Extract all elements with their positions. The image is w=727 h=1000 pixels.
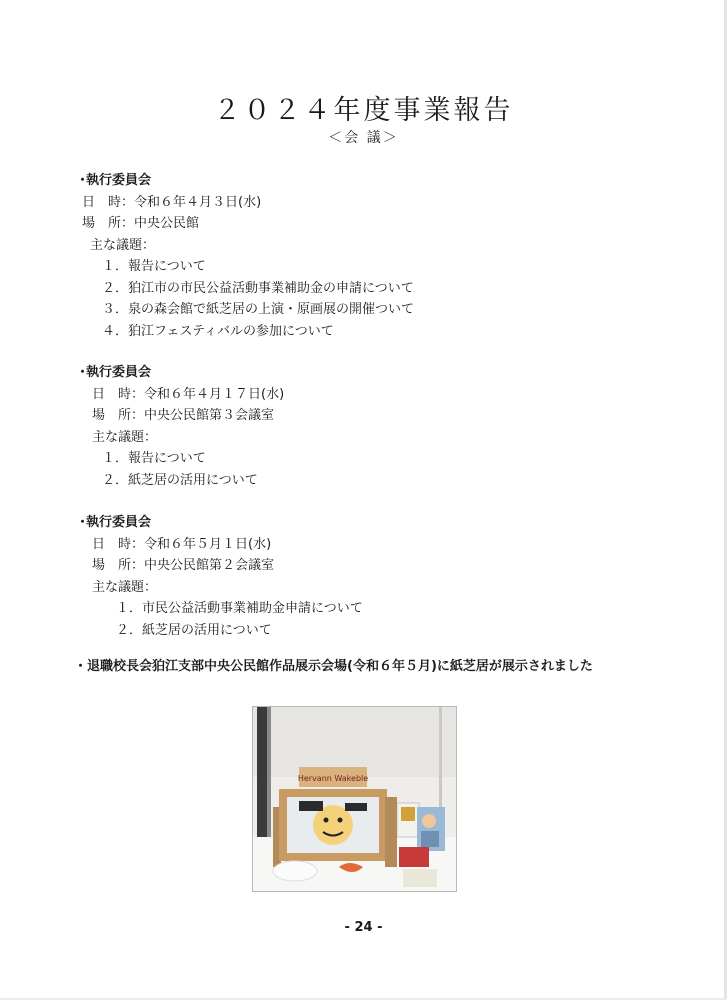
list-item: １．報告について	[102, 259, 206, 274]
exhibition-note: ・退職校長会狛江支部中央公民館作品展示会場(令和６年５月)に紙芝居が展示されました	[74, 659, 593, 674]
topics-label: 主な議題：	[92, 429, 158, 445]
topics-label: 主な議題：	[90, 237, 156, 253]
section-heading: ・執行委員会	[76, 515, 152, 530]
list-item: １．市民公益活動事業補助金申請について	[116, 601, 363, 616]
date-row: 日 時：令和６年４月１７日(水)	[92, 386, 285, 402]
page-title: ２０２４年度事業報告	[213, 95, 514, 126]
sign-text: Hervann Wakeble	[297, 774, 369, 783]
meeting-section-3	[76, 512, 363, 641]
meeting-section-1	[76, 170, 414, 342]
list-item: ４．狛江フェスティバルの参加について	[102, 323, 334, 339]
list-item: ２．狛江市の市民公益活動事業補助金の申請について	[102, 280, 414, 296]
topics-list	[76, 598, 363, 641]
date-row: 日 時：令和６年４月３日(水)	[82, 194, 262, 210]
topics-list	[76, 448, 284, 491]
list-item: ３．泉の森会館で紙芝居の上演・原画展の開催ついて	[102, 302, 415, 317]
page-number: - 24 -	[344, 920, 383, 935]
topics-list	[76, 256, 414, 342]
section-heading: ・執行委員会	[76, 365, 152, 380]
place-row: 場 所：中央公民館第２会議室	[92, 558, 275, 573]
topics-label: 主な議題：	[92, 579, 158, 595]
section-heading: ・執行委員会	[76, 173, 152, 188]
page-subtitle: ＜会 議＞	[328, 130, 399, 146]
date-row: 日 時：令和６年５月１日(水)	[92, 536, 272, 552]
exhibition-photo	[252, 706, 457, 892]
place-row: 場 所：中央公民館第３会議室	[92, 408, 275, 423]
list-item: １．報告について	[102, 451, 206, 466]
meeting-section-2	[76, 362, 284, 491]
list-item: ２．紙芝居の活用について	[102, 472, 258, 488]
list-item: ２．紙芝居の活用について	[116, 622, 272, 638]
place-row: 場 所：中央公民館	[82, 216, 200, 231]
